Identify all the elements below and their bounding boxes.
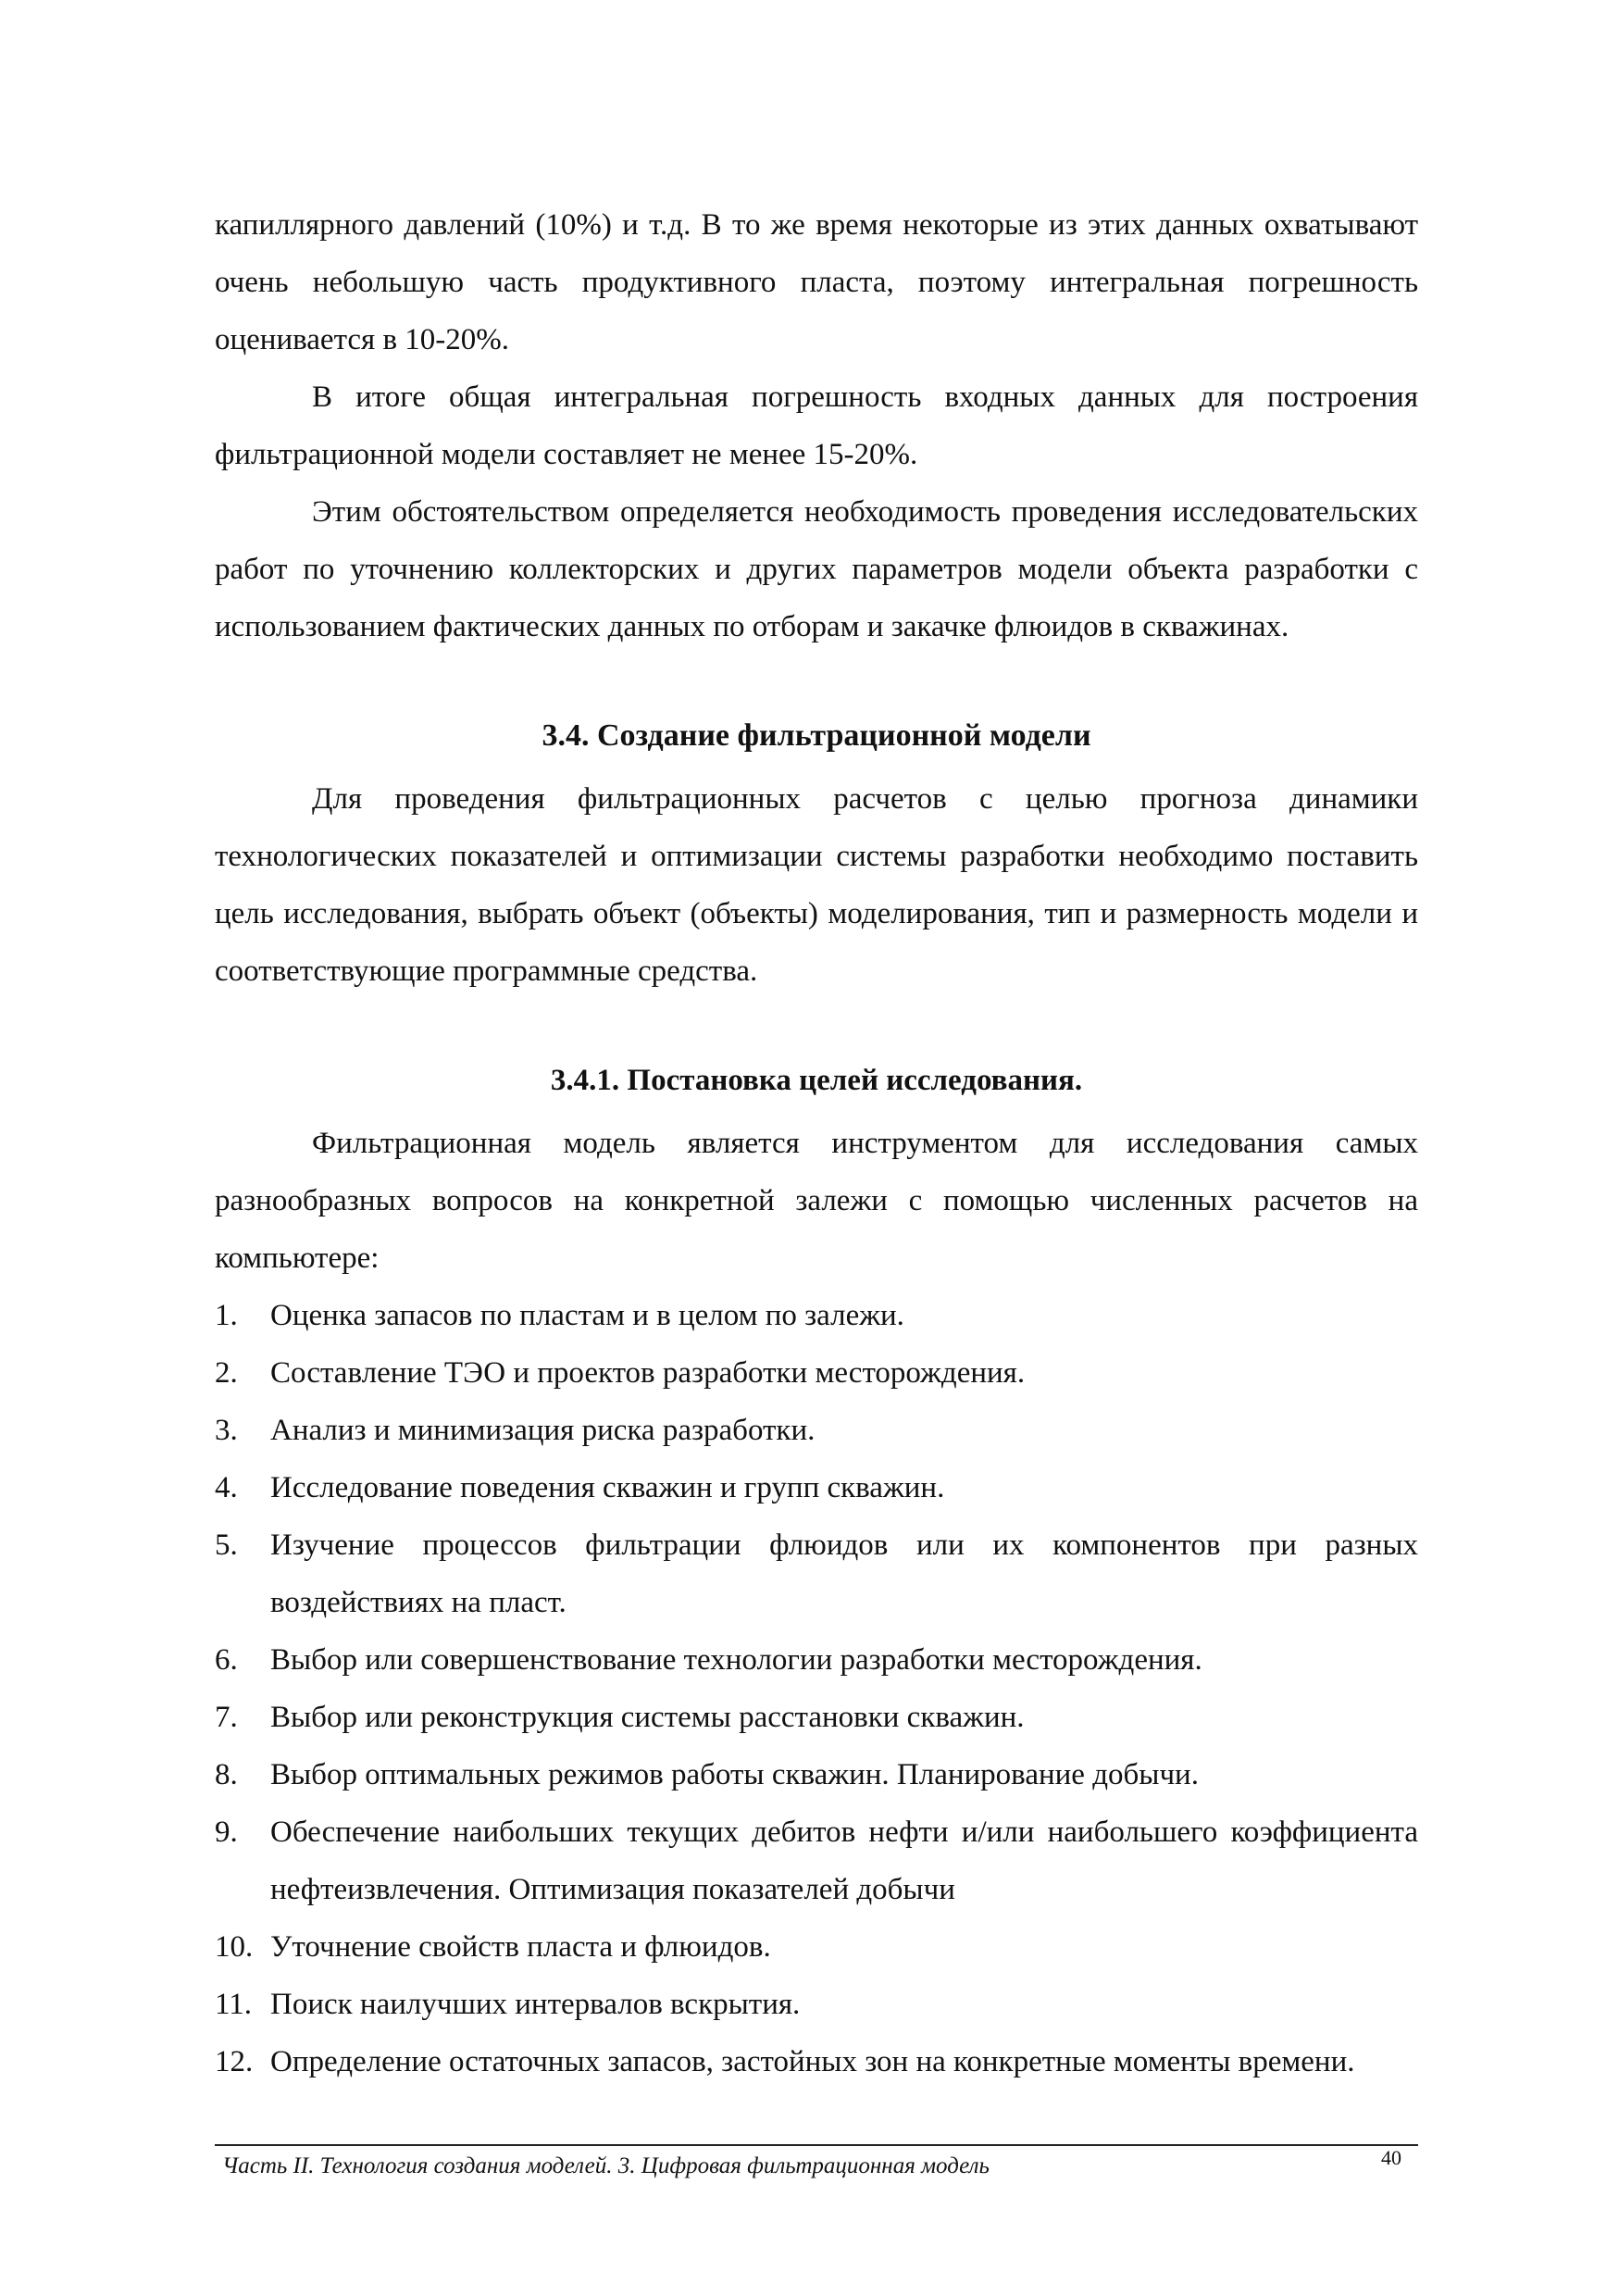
intro-paragraph-3: Этим обстоятельством определяется необходимость проведения исследовательских работ по уточнению коллекторских и других параметров модели объекта разработки с использованием фактических данных по отборам и закачке флюидов в скважинах. <box>215 495 1418 643</box>
list-item <box>215 1287 1418 1344</box>
list-item-number: 7. <box>215 1701 238 1734</box>
list-item-text: Уточнение свойств пласта и флюидов. <box>270 1930 771 1964</box>
list-item-number: 11. <box>215 1988 253 2021</box>
list-item-number: 1. <box>215 1299 238 1332</box>
list-item-text: Выбор или реконструкция системы расстановки скважин. <box>270 1701 1025 1734</box>
page-number: 40 <box>1381 2146 1401 2169</box>
list-item <box>215 1689 1418 1746</box>
list-item-number: 9. <box>215 1816 238 1849</box>
list-item-number: 2. <box>215 1356 238 1390</box>
list-item-text: Составление ТЭО и проектов разработки месторождения. <box>270 1356 1026 1390</box>
list-item-number: 8. <box>215 1758 238 1791</box>
list-item-text: Анализ и минимизация риска разработки. <box>270 1414 816 1447</box>
intro-paragraph-1: капиллярного давлений (10%) и т.д. В то же время некоторые из этих данных охватывают очень небольшую часть продуктивного пласта, поэтому интегральная погрешность оценивается в 10-20%. <box>215 208 1418 356</box>
list-item <box>215 1344 1418 1402</box>
list-item <box>215 1976 1418 2033</box>
list-item <box>215 1516 1418 1631</box>
list-item <box>215 1803 1418 1918</box>
list-item <box>215 1631 1418 1689</box>
section-heading: 3.4. Создание фильтрационной модели <box>542 718 1091 753</box>
list-item-text: Исследование поведения скважин и групп скважин. <box>270 1471 945 1504</box>
list-item-number: 6. <box>215 1643 238 1677</box>
list-item-number: 3. <box>215 1414 238 1447</box>
list-item-text: Изучение процессов фильтрации флюидов или их компонентов при разных воздействиях на пласт. <box>270 1529 1418 1619</box>
list-item-text: Поиск наилучших интервалов вскрытия. <box>270 1988 801 2021</box>
intro-paragraph-2: В итоге общая интегральная погрешность входных данных для построения фильтрационной модели составляет не менее 15-20%. <box>215 381 1418 471</box>
list-item-number: 12. <box>215 2045 254 2078</box>
subsection-paragraph: Фильтрационная модель является инструментом для исследования самых разнообразных вопросов на конкретной залежи с помощью численных расчетов на компьютере: <box>215 1127 1418 1275</box>
list-item-text: Выбор или совершенствование технологии разработки месторождения. <box>270 1643 1202 1677</box>
research-goals-list <box>215 1287 1418 2090</box>
list-item-text: Обеспечение наибольших текущих дебитов нефти и/или наибольшего коэффициента нефтеизвлечения. Оптимизация показателей добычи <box>270 1816 1418 1906</box>
list-item <box>215 1402 1418 1459</box>
list-item <box>215 1746 1418 1803</box>
list-item-text: Определение остаточных запасов, застойных зон на конкретные моменты времени. <box>270 2045 1355 2078</box>
running-footer: Часть II. Технология создания моделей. 3. Цифровая фильтрационная модель <box>222 2153 990 2178</box>
list-item-number: 4. <box>215 1471 238 1504</box>
list-item-number: 10. <box>215 1930 254 1964</box>
subsection-heading: 3.4.1. Постановка целей исследования. <box>550 1064 1083 1097</box>
list-item <box>215 1459 1418 1516</box>
footer-divider <box>215 2144 1418 2146</box>
list-item-text: Выбор оптимальных режимов работы скважин. Планирование добычи. <box>270 1758 1199 1791</box>
list-item <box>215 2033 1418 2090</box>
list-item-number: 5. <box>215 1529 238 1562</box>
list-item-text: Оценка запасов по пластам и в целом по залежи. <box>270 1299 904 1332</box>
section-paragraph: Для проведения фильтрационных расчетов с целью прогноза динамики технологических показателей и оптимизации системы разработки необходимо поставить цель исследования, выбрать объект (объекты) моделирования, тип и размерность модели и соответствующие программные средства. <box>215 782 1418 988</box>
page-content <box>215 196 1418 2090</box>
list-item <box>215 1918 1418 1976</box>
